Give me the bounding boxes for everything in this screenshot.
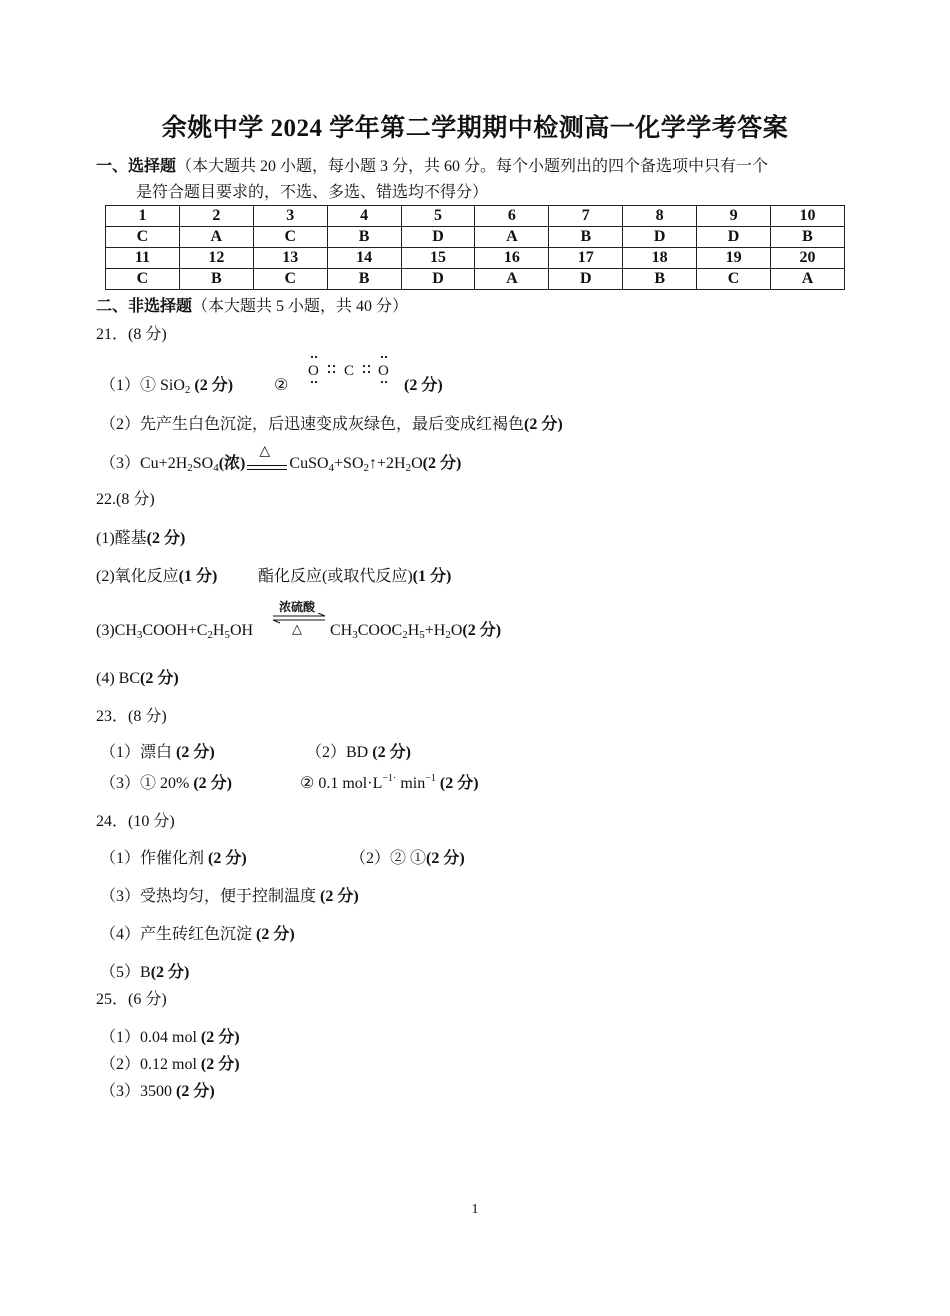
condition-catalyst: 浓硫酸 (279, 600, 316, 614)
q21-part1-score: (2 分) (194, 377, 234, 394)
question-number-cell: 5 (401, 206, 475, 227)
q24-part5-score: (2 分) (150, 964, 190, 981)
q25-part2-text: （2）0.12 mol (100, 1056, 197, 1073)
question-number-cell: 1 (106, 206, 180, 227)
q22-part3-score: (2 分) (462, 622, 502, 639)
q23-part3a-score: (2 分) (193, 775, 233, 792)
q21-eq-text: O (411, 455, 423, 472)
q23-part3a (100, 774, 232, 794)
heat-equals-sign (245, 444, 289, 474)
q25-part1 (100, 1028, 240, 1048)
q21-part3 (100, 444, 462, 474)
q22-eq-sub: 2 (207, 629, 213, 641)
answer-cell: D (401, 269, 475, 290)
q21-eq-text: CuSO (289, 455, 329, 472)
answer-cell: C (253, 227, 327, 248)
answer-cell: B (549, 227, 623, 248)
answer-cell: C (106, 269, 180, 290)
q21-eq-sub: 2 (405, 462, 412, 474)
q23-part2-text: （2）BD (306, 744, 369, 761)
q23-part1 (100, 743, 215, 763)
heat-icon: △ (259, 444, 271, 460)
equals-line-top (247, 465, 287, 466)
q22-eq-sub: 3 (136, 629, 143, 641)
q22-part2b (258, 567, 451, 587)
q25-part2 (100, 1055, 240, 1075)
q25-part3 (100, 1082, 215, 1102)
answer-cell: B (327, 227, 401, 248)
answer-cell: B (771, 227, 845, 248)
page-title: 余姚中学 2024 学年第二学期期中检测高一化学学考答案 (161, 115, 789, 142)
section2-desc: （本大题共 5 小题，共 40 分） (192, 298, 409, 315)
section1-desc-line1: （本大题共 20 小题，每小题 3 分，共 60 分。每个小题列出的四个备选项中只有一个 (176, 158, 769, 175)
q23-part3b-sup: −1· (382, 773, 397, 784)
question-number-cell: 3 (253, 206, 327, 227)
q22-eq-text: H (212, 622, 225, 639)
reversible-arrow (270, 600, 328, 640)
q22-eq-sub: 3 (352, 629, 358, 641)
q24-part1 (100, 849, 247, 869)
q21-eq-text: +SO (334, 455, 364, 472)
q22-eq-text: O (450, 622, 463, 639)
q23-part1-score: (2 分) (176, 744, 215, 761)
heat-icon: △ (292, 621, 302, 636)
q23-label: 23．(8 分) (96, 708, 167, 725)
q21-eq-text: SO (192, 455, 214, 472)
q23-part1-text: （1）漂白 (100, 744, 173, 761)
question-number-cell: 7 (549, 206, 623, 227)
q24-part3-score: (2 分) (320, 888, 359, 905)
q22-eq-text: +H (424, 622, 446, 639)
q21-eq-sub: 4 (213, 462, 219, 474)
answer-cell: C (106, 227, 180, 248)
table-row (106, 206, 845, 227)
question-number-cell: 13 (253, 248, 327, 269)
q21-part3-score: (2 分) (422, 455, 462, 472)
q22-eq-sub: 5 (224, 629, 230, 641)
q21-part2 (100, 415, 563, 435)
q22-part2a (96, 567, 217, 587)
svg-text:C: C (344, 363, 355, 379)
table-row (106, 227, 845, 248)
q23-part2 (306, 743, 411, 763)
question-number-cell: 12 (179, 248, 253, 269)
q22-eq-text: H (407, 622, 420, 639)
q24-part1-text: （1）作催化剂 (100, 850, 205, 867)
answer-table (105, 205, 845, 290)
question-number-cell: 9 (697, 206, 771, 227)
q24-label: 24．(10 分) (96, 813, 175, 830)
question-number-cell: 11 (106, 248, 180, 269)
q21-part1-text: （1）① SiO (100, 377, 185, 394)
q24-part4-text: （4）产生砖红色沉淀 (100, 926, 253, 943)
question-number-cell: 18 (623, 248, 697, 269)
q21-part2-text: （2）先产生白色沉淀，后迅速变成灰绿色，最后变成红褐色 (100, 416, 525, 433)
q22-part4 (96, 669, 179, 689)
q25-part3-score: (2 分) (176, 1083, 215, 1100)
answer-cell: B (327, 269, 401, 290)
question-number-cell: 2 (179, 206, 253, 227)
question-number-cell: 4 (327, 206, 401, 227)
q23-part3a-text: （3）① 20% (100, 775, 190, 792)
section1-intro (96, 157, 768, 177)
q24-part1-score: (2 分) (208, 850, 247, 867)
q22-part3-reactants (96, 621, 253, 641)
q24-part2-score: (2 分) (426, 850, 465, 867)
svg-text:O: O (308, 363, 319, 379)
q24-part3-text: （3）受热均匀，便于控制温度 (100, 888, 317, 905)
q23-part3b-text: ② 0.1 mol·L (300, 775, 383, 792)
q22-part3-products (330, 621, 501, 641)
answer-cell: D (401, 227, 475, 248)
section1-desc-line2: 是符合题目要求的，不选、多选、错选均不得分） (136, 184, 489, 201)
question-number-cell: 6 (475, 206, 549, 227)
table-row (106, 269, 845, 290)
q25-part3-text: （3）3500 (100, 1083, 173, 1100)
q22-eq-text: COOC (357, 622, 403, 639)
equals-line-bottom (247, 469, 287, 470)
q23-part3b-text2: min (396, 775, 426, 792)
q22-part2b-text: 酯化反应(或取代反应) (258, 568, 413, 585)
q22-eq-text: (3)CH (96, 622, 137, 639)
answer-cell: D (697, 227, 771, 248)
q21-part1-score2: (2 分) (404, 377, 443, 394)
q25-label: 25．(6 分) (96, 991, 167, 1008)
answer-cell: A (475, 269, 549, 290)
q25-part1-score: (2 分) (200, 1029, 240, 1046)
q22-eq-sub: 5 (419, 629, 425, 641)
q22-eq-sub: 2 (402, 629, 408, 641)
answer-cell: B (179, 269, 253, 290)
q23-part3b-score: (2 分) (439, 775, 479, 792)
q21-eq-conc: (浓) (218, 455, 246, 472)
q22-part1-text: (1)醛基 (96, 530, 147, 547)
q22-eq-sub: 2 (445, 629, 451, 641)
question-number-cell: 10 (771, 206, 845, 227)
q22-part4-text: (4) BC (96, 670, 140, 687)
q23-part3b-sup2: −1 (425, 773, 436, 784)
co2-lewis-icon (306, 351, 392, 385)
q21-part1 (100, 376, 233, 396)
q21-part1-sub: 2 (184, 384, 191, 396)
q21-eq-sub: 2 (187, 462, 193, 474)
answer-cell: A (771, 269, 845, 290)
q22-part1 (96, 529, 185, 549)
question-number-cell: 14 (327, 248, 401, 269)
q21-circled-2: ② (274, 377, 289, 394)
q21-label: 21．(8 分) (96, 326, 167, 343)
q22-part2a-text: (2)氧化反应 (96, 568, 179, 585)
co2-lewis-structure (306, 351, 392, 385)
section2-heading: 二、非选择题 (96, 298, 193, 315)
question-number-cell: 16 (475, 248, 549, 269)
q24-part5 (100, 963, 189, 983)
q22-eq-text: OH (229, 622, 254, 639)
q23-part3b (300, 774, 479, 794)
question-number-cell: 19 (697, 248, 771, 269)
table-row (106, 248, 845, 269)
q22-part2a-score: (1 分) (178, 568, 218, 585)
answer-cell: C (253, 269, 327, 290)
q24-part2 (350, 849, 465, 869)
question-number-cell: 8 (623, 206, 697, 227)
q23-part2-score: (2 分) (372, 744, 411, 761)
answer-cell: A (179, 227, 253, 248)
section1-heading: 一、选择题 (96, 158, 177, 175)
q22-part2b-score: (1 分) (412, 568, 452, 585)
q21-eq-sub: 4 (328, 462, 335, 474)
svg-text:O: O (378, 363, 389, 379)
q25-part2-score: (2 分) (200, 1056, 240, 1073)
q22-label: 22.(8 分) (96, 491, 155, 508)
q24-part5-text: （5）B (100, 964, 151, 981)
q22-part4-score: (2 分) (140, 670, 179, 687)
q25-part1-text: （1）0.04 mol (100, 1029, 197, 1046)
q21-eq-text: ↑+2H (369, 455, 406, 472)
question-number-cell: 17 (549, 248, 623, 269)
answer-cell: D (623, 227, 697, 248)
q22-eq-text: COOH+C (142, 622, 208, 639)
q21-eq-sub: 2 (363, 462, 369, 474)
section2-intro (96, 297, 408, 317)
q21-part2-score: (2 分) (524, 416, 563, 433)
q24-part2-text: （2）② ① (350, 850, 427, 867)
answer-cell: C (697, 269, 771, 290)
answer-cell: B (623, 269, 697, 290)
q24-part4-score: (2 分) (256, 926, 295, 943)
q22-eq-text: CH (330, 622, 353, 639)
q24-part4 (100, 925, 295, 945)
q24-part3 (100, 887, 359, 907)
question-number-cell: 20 (771, 248, 845, 269)
q22-part1-score: (2 分) (146, 530, 186, 547)
q21-eq-text: （3）Cu+2H (100, 455, 188, 472)
answer-cell: D (549, 269, 623, 290)
question-number-cell: 15 (401, 248, 475, 269)
page-number: 1 (471, 1202, 479, 1217)
answer-cell: A (475, 227, 549, 248)
